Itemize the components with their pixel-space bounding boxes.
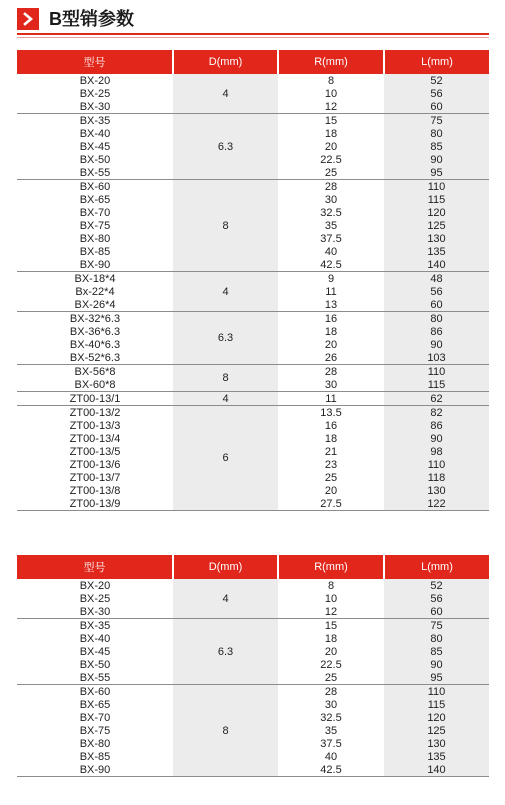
- l-cell: 52: [384, 74, 489, 87]
- l-cell: 110: [384, 458, 489, 471]
- model-cell: ZT00-13/7: [69, 471, 121, 484]
- l-cell: 80: [384, 632, 489, 645]
- section-header: [17, 8, 489, 32]
- l-cell: 110: [384, 365, 489, 379]
- title-divider-thin: [17, 37, 489, 38]
- l-cell: 122: [384, 497, 489, 511]
- l-cell: 56: [384, 87, 489, 100]
- model-cell: BX-85: [79, 245, 111, 258]
- model-cell: BX-30: [79, 100, 111, 113]
- l-cell: 52: [384, 579, 489, 592]
- model-cell: BX-52*6.3: [69, 351, 121, 364]
- d-cell: 8: [173, 180, 278, 272]
- r-cell: 16: [278, 312, 384, 326]
- r-cell: 40: [324, 750, 338, 763]
- r-cell: 25: [324, 671, 338, 684]
- d-cell: 8: [173, 685, 278, 777]
- model-cell: BX-65: [79, 698, 111, 711]
- d-cell: 6: [173, 406, 278, 511]
- l-cell: 90: [384, 153, 489, 166]
- r-cell: 30: [324, 698, 338, 711]
- d-cell: 8: [173, 365, 278, 392]
- model-cell: ZT00-13/4: [69, 432, 121, 445]
- l-cell: 86: [384, 419, 489, 432]
- model-cell: BX-50: [79, 153, 111, 166]
- r-cell: 13: [324, 298, 338, 311]
- l-cell: 60: [384, 605, 489, 619]
- model-cell: BX-50: [79, 658, 111, 671]
- l-cell: 120: [384, 206, 489, 219]
- model-cell: BX-35: [17, 619, 173, 633]
- model-cell: BX-75: [79, 219, 111, 232]
- table-row: [17, 579, 489, 592]
- l-cell: 135: [384, 245, 489, 258]
- l-cell: 110: [384, 180, 489, 194]
- l-cell: 75: [384, 114, 489, 128]
- model-cell: BX-70: [79, 206, 111, 219]
- model-cell: ZT00-13/3: [69, 419, 121, 432]
- table-row: [17, 685, 489, 699]
- table-row: [17, 312, 489, 326]
- model-cell: BX-70: [79, 711, 111, 724]
- l-cell: 115: [384, 698, 489, 711]
- l-cell: 80: [384, 127, 489, 140]
- l-cell: 60: [384, 298, 489, 312]
- l-cell: 75: [384, 619, 489, 633]
- r-cell: 20: [324, 484, 338, 497]
- r-cell: 23: [324, 458, 338, 471]
- table-row: [17, 406, 489, 420]
- header-model: 型号: [17, 555, 173, 579]
- r-cell: 35: [324, 724, 338, 737]
- d-cell: 4: [173, 74, 278, 114]
- model-cell: BX-60: [17, 180, 173, 194]
- r-cell: 40: [324, 245, 338, 258]
- model-cell: ZT00-13/5: [69, 445, 121, 458]
- model-cell: BX-35: [17, 114, 173, 128]
- l-cell: 90: [384, 338, 489, 351]
- r-cell: 9: [278, 272, 384, 286]
- model-cell: Bx-22*4: [75, 285, 115, 298]
- l-cell: 140: [384, 763, 489, 777]
- r-cell: 15: [278, 619, 384, 633]
- l-cell: 56: [384, 285, 489, 298]
- header-r: R(mm): [278, 50, 384, 74]
- l-cell: 48: [384, 272, 489, 286]
- r-cell: 28: [278, 365, 384, 379]
- d-cell: 6.3: [173, 619, 278, 685]
- table-header-row: [17, 50, 489, 74]
- chevron-right-icon: [17, 8, 39, 30]
- model-cell: BX-90: [17, 763, 173, 777]
- model-cell: ZT00-13/8: [69, 484, 121, 497]
- header-l: L(mm): [384, 50, 489, 74]
- l-cell: 95: [384, 166, 489, 180]
- r-cell: 18: [324, 632, 338, 645]
- model-cell: BX-60: [17, 685, 173, 699]
- r-cell: 27.5: [278, 497, 384, 511]
- model-cell: BX-20: [79, 579, 111, 592]
- model-cell: BX-85: [79, 750, 111, 763]
- r-cell: 11: [278, 392, 384, 406]
- model-cell: BX-32*6.3: [17, 312, 173, 326]
- header-model: 型号: [17, 50, 173, 74]
- l-cell: 103: [384, 351, 489, 365]
- r-cell: 25: [324, 166, 338, 179]
- table-row: [17, 619, 489, 633]
- l-cell: 118: [384, 471, 489, 484]
- r-cell: 18: [324, 127, 338, 140]
- r-cell: 18: [324, 432, 338, 445]
- l-cell: 56: [384, 592, 489, 605]
- table-body-2: [17, 579, 489, 777]
- model-cell: BX-65: [79, 193, 111, 206]
- r-cell: 35: [324, 219, 338, 232]
- l-cell: 85: [384, 645, 489, 658]
- model-cell: BX-36*6.3: [69, 325, 121, 338]
- r-cell: 12: [324, 100, 338, 113]
- model-cell: BX-80: [79, 232, 111, 245]
- header-l: L(mm): [384, 555, 489, 579]
- r-cell: 20: [324, 140, 338, 153]
- l-cell: 120: [384, 711, 489, 724]
- model-cell: BX-45: [79, 140, 111, 153]
- d-cell: 4: [173, 272, 278, 312]
- table-row: [17, 272, 489, 286]
- r-cell: 16: [324, 419, 338, 432]
- model-cell: BX-80: [79, 737, 111, 750]
- l-cell: 90: [384, 432, 489, 445]
- d-cell: 6.3: [173, 312, 278, 365]
- model-cell: BX-40: [79, 127, 111, 140]
- model-cell: BX-40*6.3: [69, 338, 121, 351]
- r-cell: 13.5: [278, 406, 384, 420]
- l-cell: 130: [384, 737, 489, 750]
- model-cell: BX-20: [79, 74, 111, 87]
- l-cell: 110: [384, 685, 489, 699]
- model-cell: BX-55: [79, 166, 111, 179]
- l-cell: 140: [384, 258, 489, 272]
- r-cell: 18: [324, 325, 338, 338]
- r-cell: 10: [324, 592, 338, 605]
- spec-table-1: [17, 50, 489, 511]
- r-cell: 22.5: [320, 153, 342, 166]
- l-cell: 115: [384, 193, 489, 206]
- model-cell: BX-30: [79, 605, 111, 618]
- r-cell: 37.5: [320, 232, 342, 245]
- r-cell: 28: [278, 685, 384, 699]
- model-cell: BX-25: [79, 592, 111, 605]
- spec-table-2: [17, 555, 489, 777]
- table-header-row: [17, 555, 489, 579]
- r-cell: 15: [278, 114, 384, 128]
- table-row: [17, 180, 489, 194]
- l-cell: 62: [384, 392, 489, 406]
- model-cell: BX-26*4: [74, 298, 116, 311]
- header-d: D(mm): [173, 50, 278, 74]
- model-cell: ZT00-13/2: [17, 406, 173, 420]
- model-cell: BX-25: [79, 87, 111, 100]
- l-cell: 130: [384, 484, 489, 497]
- r-cell: 8: [327, 74, 335, 87]
- l-cell: 125: [384, 724, 489, 737]
- r-cell: 28: [278, 180, 384, 194]
- l-cell: 82: [384, 406, 489, 420]
- r-cell: 8: [327, 579, 335, 592]
- r-cell: 30: [324, 193, 338, 206]
- d-cell: 4: [173, 392, 278, 406]
- title-divider: [17, 33, 489, 35]
- model-cell: BX-40: [79, 632, 111, 645]
- l-cell: 115: [384, 378, 489, 392]
- l-cell: 80: [384, 312, 489, 326]
- header-r: R(mm): [278, 555, 384, 579]
- d-cell: 6.3: [173, 114, 278, 180]
- l-cell: 90: [384, 658, 489, 671]
- r-cell: 32.5: [320, 711, 342, 724]
- l-cell: 60: [384, 100, 489, 114]
- r-cell: 42.5: [320, 258, 342, 271]
- r-cell: 42.5: [278, 763, 384, 777]
- d-cell: 4: [173, 579, 278, 619]
- table-row: [17, 114, 489, 128]
- model-cell: BX-90: [79, 258, 111, 271]
- r-cell: 37.5: [320, 737, 342, 750]
- r-cell: 22.5: [320, 658, 342, 671]
- r-cell: 20: [324, 645, 338, 658]
- r-cell: 32.5: [320, 206, 342, 219]
- r-cell: 26: [324, 351, 338, 364]
- r-cell: 21: [324, 445, 338, 458]
- header-d: D(mm): [173, 555, 278, 579]
- model-cell: BX-45: [79, 645, 111, 658]
- r-cell: 20: [324, 338, 338, 351]
- l-cell: 130: [384, 232, 489, 245]
- r-cell: 30: [324, 378, 338, 391]
- model-cell: BX-55: [79, 671, 111, 684]
- l-cell: 135: [384, 750, 489, 763]
- model-cell: BX-60*8: [74, 378, 116, 391]
- model-cell: ZT00-13/1: [17, 392, 173, 406]
- l-cell: 85: [384, 140, 489, 153]
- model-cell: BX-56*8: [17, 365, 173, 379]
- table-row: [17, 365, 489, 379]
- page-title: B型销参数: [49, 9, 134, 29]
- model-cell: BX-18*4: [17, 272, 173, 286]
- r-cell: 25: [324, 471, 338, 484]
- r-cell: 11: [325, 285, 337, 298]
- model-cell: BX-75: [79, 724, 111, 737]
- model-cell: ZT00-13/6: [69, 458, 121, 471]
- r-cell: 10: [324, 87, 338, 100]
- model-cell: ZT00-13/9: [17, 497, 173, 511]
- l-cell: 125: [384, 219, 489, 232]
- l-cell: 98: [384, 445, 489, 458]
- table-body-1: [17, 74, 489, 511]
- table-row: [17, 74, 489, 87]
- table-row: [17, 392, 489, 406]
- r-cell: 12: [324, 605, 338, 618]
- l-cell: 86: [384, 325, 489, 338]
- l-cell: 95: [384, 671, 489, 685]
